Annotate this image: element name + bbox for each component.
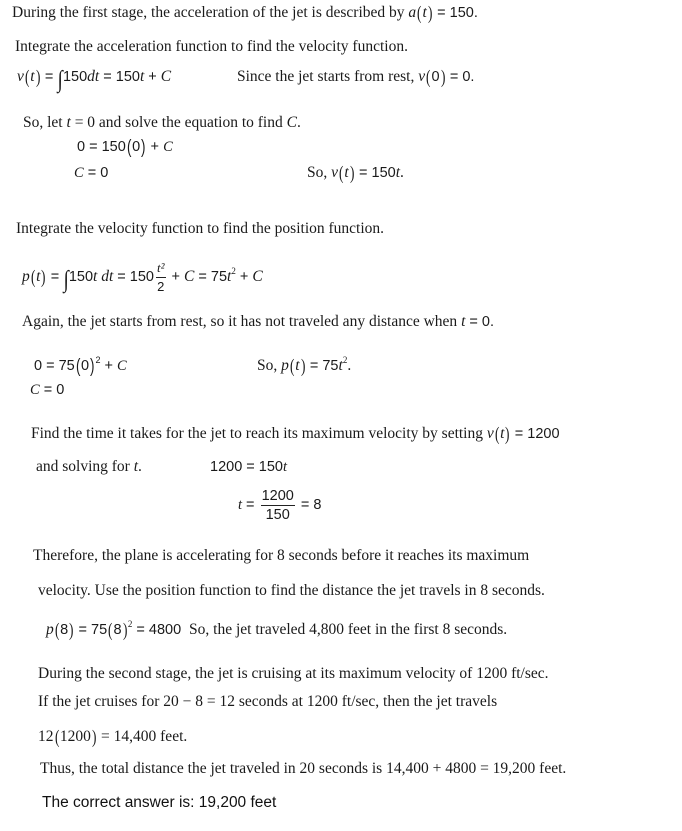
- stage1-intro: During the first stage, the acceleration of the jet is described by a(t) = 150.: [12, 3, 478, 24]
- math: =: [46, 269, 64, 286]
- text: So, the jet traveled 4,800 feet in the first 8 seconds.: [189, 621, 508, 638]
- text: During the first stage, the acceleration of the jet is described by: [12, 4, 409, 21]
- math: +: [146, 139, 164, 155]
- math-var: t: [66, 114, 71, 131]
- math-var: v: [331, 164, 339, 181]
- math: 12: [38, 728, 54, 745]
- math-var: dt: [87, 68, 100, 85]
- math: = 1200: [510, 426, 560, 442]
- use-position-function: [38, 581, 545, 601]
- integral-sign: ∫: [63, 267, 70, 294]
- solve-c2-step2: [30, 380, 64, 400]
- velocity-equation: v(t) = ∫150dt = 150t + C: [17, 67, 172, 93]
- position-equation: p(t) = ∫150t dt = 150 $\frac{\text{t²}}{2}$ + $C = 75t^2 + C$: [22, 260, 263, 294]
- text: .: [296, 114, 301, 131]
- math-var: t: [238, 497, 243, 513]
- solve-c-step1: 0 = 150(0) + C: [77, 137, 173, 158]
- integrate-velocity-line: [16, 219, 384, 239]
- math: 150: [62, 69, 88, 85]
- math-var: t: [36, 268, 41, 286]
- math-var: p: [22, 268, 30, 286]
- math-var: a: [408, 4, 417, 21]
- math-var: dt: [97, 268, 114, 286]
- velocity-result: So, v(t) = 150t.: [307, 163, 404, 184]
- math: = 4800: [132, 622, 182, 638]
- math-var: C: [184, 268, 195, 286]
- math-var: t: [422, 4, 427, 21]
- exponent: 2: [95, 355, 101, 365]
- answer-text: The correct answer is: 19,200 feet: [42, 794, 277, 811]
- math: 1200: [59, 728, 91, 745]
- text: If the jet cruises for 20 − 8 = 12 seconds at 1200 ft/sec, then the jet travels: [38, 693, 498, 710]
- text: .: [347, 357, 352, 374]
- fraction: [261, 487, 295, 524]
- math: = 150: [99, 69, 140, 85]
- math-var: p: [46, 621, 54, 638]
- text: Integrate the acceleration function to find the velocity function.: [15, 38, 408, 55]
- math: = 150: [354, 165, 396, 181]
- math-var: t: [461, 313, 466, 330]
- second-stage: [38, 664, 549, 684]
- math: 0: [81, 358, 90, 374]
- distance-8s: $p(8) = 75(8)^2 = 4800$ So, the jet traveled 4,800 feet in the first 8 seconds.: [46, 619, 508, 641]
- exponent: 2: [127, 619, 133, 629]
- math: +: [100, 358, 117, 374]
- math-var: t: [395, 164, 401, 181]
- math: = 150: [113, 269, 154, 286]
- total-distance: [40, 759, 566, 779]
- cruise-duration: [38, 692, 497, 712]
- math-var: C: [286, 114, 297, 131]
- math-var: t: [93, 268, 98, 286]
- math: 0: [431, 69, 440, 85]
- text: Therefore, the plane is accelerating for 8 seconds before it reaches its maximum: [33, 547, 530, 564]
- math-var: t: [344, 164, 349, 181]
- math: 0 = 75: [34, 358, 75, 374]
- math-var: t: [282, 459, 288, 475]
- math-var: t: [227, 268, 232, 286]
- integrate-accel-line: [15, 37, 408, 57]
- math-var: C: [30, 382, 40, 398]
- math: = 75: [194, 269, 228, 286]
- fraction: [156, 259, 166, 296]
- math: = 0.: [465, 314, 494, 330]
- position-result: So, $p(t) = 75t^2$.: [257, 355, 352, 377]
- math: 0: [132, 139, 141, 155]
- position-rest-condition: [22, 312, 494, 332]
- text: Thus, the total distance the jet traveled in 20 seconds is 14,400 + 4800 = 19,200 feet.: [40, 760, 567, 777]
- rest-condition: Since the jet starts from rest, v(0) = 0.: [237, 67, 475, 88]
- math-var: v: [418, 68, 426, 85]
- text: = 0 and solve the equation to find: [70, 114, 287, 131]
- math: =: [40, 69, 58, 85]
- math-var: v: [17, 68, 24, 85]
- equation-1200: [210, 457, 287, 477]
- text: Since the jet starts from rest,: [237, 68, 419, 85]
- math: = 0.: [445, 69, 475, 85]
- denominator: 2: [157, 279, 165, 294]
- text: velocity. Use the position function to find the distance the jet travels in 8 seconds.: [38, 582, 545, 599]
- solve-c-step2: [74, 163, 108, 183]
- math-var: t: [500, 425, 505, 442]
- t-equals-8: [238, 484, 321, 526]
- text: .: [138, 458, 142, 475]
- numerator: t²: [156, 259, 166, 278]
- find-max-velocity-time: Find the time it takes for the jet to reach its maximum velocity by setting v(t) = 1200: [31, 424, 560, 445]
- math: =: [242, 497, 259, 513]
- text: and solving for: [36, 458, 134, 475]
- denominator: 150: [265, 506, 290, 523]
- math: = 150.: [433, 5, 478, 21]
- math: +: [167, 269, 185, 286]
- math: = 75: [305, 358, 339, 374]
- text: During the second stage, the jet is cruising at its maximum velocity of 1200 ft/sec.: [38, 665, 549, 682]
- integral-sign: ∫: [58, 67, 64, 93]
- math: = 75: [74, 622, 108, 638]
- math: 8: [60, 622, 69, 638]
- accelerating-8s: [33, 546, 529, 566]
- math: = 8: [296, 497, 322, 513]
- math-var: t: [139, 68, 145, 85]
- math: = 0: [39, 382, 65, 398]
- text: So, let: [23, 114, 67, 131]
- math-var: t: [295, 357, 300, 374]
- text: Integrate the velocity function to find the position function.: [16, 220, 385, 237]
- text: .: [400, 164, 404, 181]
- math-var: C: [160, 68, 172, 85]
- math-var: t: [30, 68, 35, 85]
- cruise-distance: 12(1200) = 14,400 feet.: [38, 727, 188, 748]
- math-var: t: [338, 357, 343, 374]
- text: Find the time it takes for the jet to reach its maximum velocity by setting: [31, 425, 487, 442]
- math-var: v: [486, 425, 494, 442]
- math: = 0: [83, 165, 109, 181]
- text: Again, the jet starts from rest, so it has not traveled any distance when: [22, 313, 462, 330]
- math-var: C: [163, 139, 173, 155]
- math: 8: [113, 622, 122, 638]
- text: So,: [307, 164, 332, 181]
- math: +: [144, 69, 161, 85]
- math-var: p: [281, 357, 289, 374]
- numerator: 1200: [261, 487, 294, 504]
- math: 0 = 150: [77, 139, 126, 155]
- math-var: C: [74, 165, 84, 181]
- solve-c2-step1: $0 = 75(0)^2 + C$: [34, 355, 127, 377]
- math-var: t: [133, 458, 139, 475]
- math: +: [235, 269, 253, 286]
- let-t-zero: [23, 113, 301, 133]
- exponent: 2: [342, 355, 348, 365]
- math: 1200 = 150: [210, 459, 283, 475]
- text: = 14,400 feet.: [97, 728, 188, 745]
- math: 150: [68, 269, 94, 286]
- math-var: C: [117, 358, 127, 374]
- solving-for-t: [36, 457, 142, 477]
- correct-answer: [42, 793, 276, 813]
- exponent: 2: [231, 266, 236, 277]
- text: So,: [257, 357, 282, 374]
- math-var: C: [252, 268, 263, 286]
